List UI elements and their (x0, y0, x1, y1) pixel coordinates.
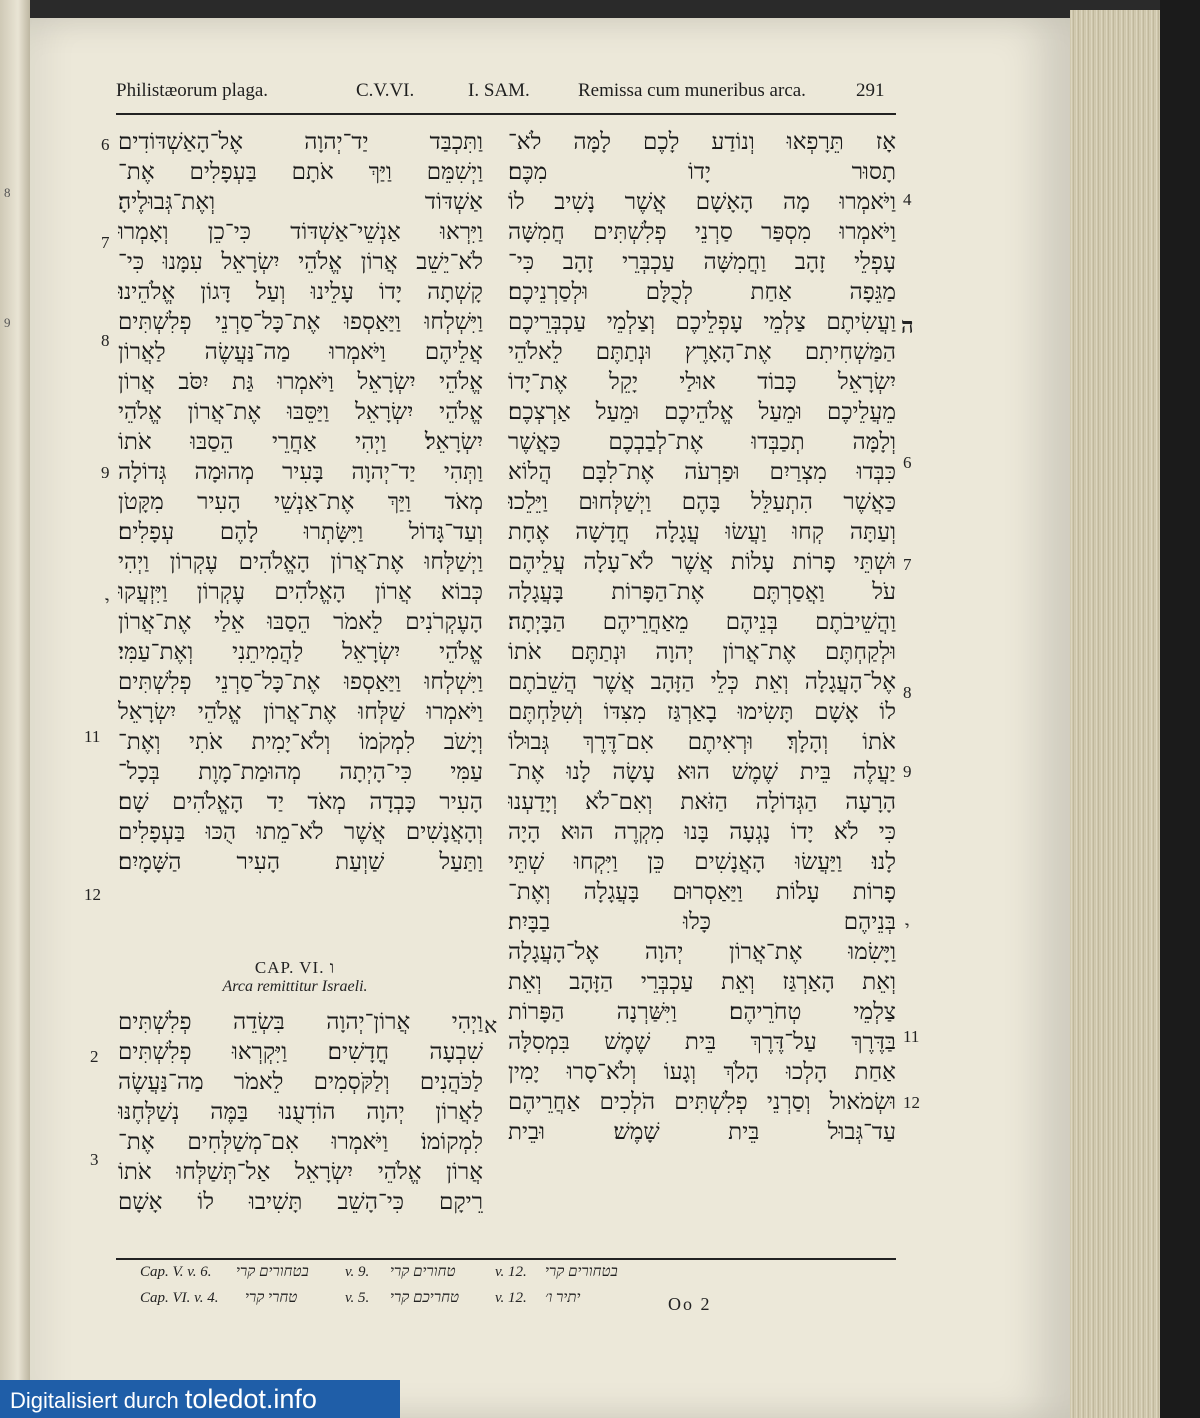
text-line: יִשְׂרָאֵל כָּבוֹד אוּלַי יָקֵל אֶת־יָדוֹ (508, 369, 896, 395)
footnote-ref: v. 5. (345, 1290, 370, 1306)
text-line: וּלְקַחְתֶּם אֶת־אֲרוֹן יְהוָה וּנְתַתֶּם אֹתוֹ (508, 639, 896, 665)
digitization-banner[interactable] (0, 1380, 400, 1418)
text-line: וַתִּכְבַּד יַד־יְהוָה אֶל־הָאַשְׁדּוֹדִים (118, 129, 483, 155)
text-line: מְאֹד וַיַּךְ אֶת־אַנְשֵׁי הָעִיר מִקָּטֹן (118, 489, 483, 515)
text-line: יִשְׂרָאֵל׃ וַיְהִי אַחֲרֵי הֵסַבּוּ אֹתוֹ (118, 429, 483, 455)
text-line: וַיִּשְׁלְחוּ וַיַּאַסְפוּ אֶת־כָּל־סַרְנֵי פְלִשְׁתִּים (118, 669, 483, 695)
chapter-hebrew-mark: ו (329, 958, 336, 977)
text-line: וַתַּעַל שַׁוְעַת הָעִיר הַשָּׁמָיִם׃ (118, 849, 483, 875)
text-line: שִׁבְעָה חֳדָשִׁים׃ וַיִּקְרְאוּ פְלִשְׁתִּים (118, 1039, 483, 1065)
book-cover (1160, 0, 1200, 1418)
text-line: אֲרוֹן אֱלֹהֵי יִשְׂרָאֵל אַל־תְּשַׁלְּחוּ אֹתוֹ (118, 1159, 483, 1185)
banner-text[interactable] (10, 1384, 317, 1415)
banner-site-link[interactable]: toledot.info (184, 1384, 317, 1414)
right-text-column (508, 127, 896, 1147)
footnote-ref: v. 12. (495, 1264, 527, 1280)
footnote-ref: v. 12. (495, 1290, 527, 1306)
footnote-text: בטחורים קרי (545, 1264, 618, 1280)
verse-number: 7 (903, 555, 912, 574)
verse-number: 6 (101, 135, 110, 154)
text-line: רֵיקָם כִּי־הָשֵׁב תָּשִׁיבוּ לוֹ אָשָׁם (118, 1189, 483, 1215)
text-line: עַמִּי כִּי־הָיְתָה מְהוּמַת־מָוֶת בְּכָל־ (118, 759, 483, 785)
chapter-subtitle: Arca remittitur Israeli. (222, 978, 368, 995)
chapter-heading (180, 958, 410, 978)
verse-number: י (105, 593, 110, 612)
text-line: עֹל וַאֲסַרְתֶּם אֶת־הַפָּרוֹת בָּעֲגָלָה (508, 579, 896, 605)
footnote-text: בטחורים קרי (236, 1264, 309, 1280)
text-line: וְיָשֹׁב לִמְקֹמוֹ וְלֹא־יָמִית אֹתִי וְאֶת־ (118, 729, 483, 755)
text-line: הָרָעָה הַגְּדוֹלָה הַזֹּאת וְאִם־לֹא וְיָדַעְנוּ (508, 789, 896, 815)
text-line: וַיָּשִׂמוּ אֶת־אֲרוֹן יְהוָה אֶל־הָעֲגָלָה (508, 939, 896, 965)
header-rule (116, 113, 896, 115)
text-line: מַגֵּפָה אַחַת לְכֻלָּם וּלְסַרְנֵיכֶם׃ (508, 279, 896, 305)
text-line: אַחַת הָלְכוּ הָלֹךְ וְגָעוֹ וְלֹא־סָרוּ יָמִין (508, 1059, 896, 1085)
text-line: וּשְׁתֵּי פָרוֹת עָלוֹת אֲשֶׁר לֹא־עָלָה עֲלֵיהֶם (508, 549, 896, 575)
footnote-text: טחרי קרי (245, 1290, 298, 1306)
text-line: וַיִּשְׁלְחוּ וַיַּאַסְפוּ אֶת־כָּל־סַרְנֵי פְלִשְׁתִּים (118, 309, 483, 335)
footnote-ref: v. 9. (345, 1264, 370, 1280)
left-text-column (118, 127, 483, 877)
text-line: אַשְׁדּוֹד וְאֶת־גְּבוּלֶיהָ׃ (118, 189, 483, 215)
text-line: וְעַד־גָּדוֹל וַיִּשָּׂתְרוּ לָהֶם עְפָלִים׃ (118, 519, 483, 545)
verse-number: 4 (903, 190, 912, 209)
text-line: אֹתוֹ וְהָלָךְ׃ וּרְאִיתֶם אִם־דֶּרֶךְ גְּבוּלוֹ (508, 729, 896, 755)
verse-number: 12 (84, 885, 101, 904)
text-line: פָרוֹת עָלוֹת וַיַּאַסְרוּם בָּעֲגָלָה וְאֶת־ (508, 879, 896, 905)
text-line: וַיְשַׁלְּחוּ אֶת־אֲרוֹן הָאֱלֹהִים עֶקְרוֹן וַיְהִי (118, 549, 483, 575)
verse-number: 8 (101, 331, 110, 350)
text-line: אֶל־הָעֲגָלָה וְאֵת כְּלֵי הַזָּהָב אֲשֶׁר הֲשֵׁבֹתֶם (508, 669, 896, 695)
text-line: וְעַתָּה קְחוּ וַעֲשׂוּ עֲגָלָה חֲדָשָׁה אֶחָת (508, 519, 896, 545)
footnote-text: טחורים קרי (390, 1264, 456, 1280)
verse-number: 9 (903, 762, 912, 781)
text-line: צַלְמֵי טְחֹרֵיהֶם׃ וַיִּשַּׁרְנָה הַפָּרוֹת (508, 999, 896, 1025)
facing-page-mark: 9 (4, 315, 11, 330)
text-line: וַיְשִׁמֵּם וַיַּךְ אֹתָם בַּעְפָלִים אֶת־ (118, 159, 483, 185)
verse-number: 11 (84, 727, 101, 746)
page-fore-edge (1070, 10, 1160, 1418)
text-line: תָסוּר יָדוֹ מִכֶּם׃ (508, 159, 896, 185)
text-line: יַעֲלֶה בֵּית שֶׁמֶשׁ הוּא עָשָׂה לָנוּ אֶת־ (508, 759, 896, 785)
text-line: עַד־גְּבוּל בֵּית שָׁמֶשׁ׃ וּבֵית (508, 1119, 896, 1145)
header-chapter: C.V.VI. (356, 80, 415, 101)
text-line: הַמַּשְׁחִיתִם אֶת־הָאָרֶץ וּנְתַתֶּם לֵאלֹהֵי (508, 339, 896, 365)
chapter-start-mark: א (484, 1013, 498, 1038)
text-line: וַיִּרְאוּ אַנְשֵׁי־אַשְׁדּוֹד כִּי־כֵן וְאָמְרוּ (118, 219, 483, 245)
left-text-column-lower (118, 1007, 483, 1217)
text-line: וַיְהִי אֲרוֹן־יְהוָה בִּשְׂדֵה פְלִשְׁתִּים (118, 1009, 483, 1035)
verse-number: 8 (903, 683, 912, 702)
text-line: הָעִיר כָּבְדָה מְאֹד יַד הָאֱלֹהִים שָׁם׃ (118, 789, 483, 815)
verse-number: 3 (90, 1150, 99, 1169)
header-book: I. SAM. (468, 80, 530, 101)
text-line: וְאֵת הָאַרְגַּז וְאֵת עַכְבְּרֵי הַזָּהָב וְאֵת (508, 969, 896, 995)
verse-number: 6 (903, 453, 912, 472)
footnote-rule (116, 1258, 896, 1260)
signature-mark: Oo 2 (668, 1294, 712, 1314)
verse-number: 2 (90, 1047, 99, 1066)
text-line: כַּאֲשֶׁר הִתְעַלֵּל בָּהֶם וַיְשַׁלְּחוּם וַיֵּלֵכוּ׃ (508, 489, 896, 515)
text-line: הָעֶקְרֹנִים לֵאמֹר הֵסַבּוּ אֵלַי אֶת־אֲרוֹן (118, 609, 483, 635)
footnote-ref: Cap. VI. v. 4. (140, 1290, 219, 1306)
running-header (116, 80, 896, 110)
verse-number: 9 (101, 463, 110, 482)
verse-number: 11 (903, 1027, 920, 1046)
text-line: וַעֲשִׂיתֶם צַלְמֵי עָפְלֵיכֶם וְצַלְמֵי עַכְבְּרֵיכֶם (508, 309, 896, 335)
text-line: בְּנֵיהֶם כָּלוּ בַבָּיִת׃ (508, 909, 896, 935)
text-line: קָשְׁתָה יָדוֹ עָלֵינוּ וְעַל דָּגוֹן אֱלֹהֵינוּ׃ (118, 279, 483, 305)
header-left-title: Philistæorum plaga. (116, 80, 268, 101)
facing-page-mark: 8 (4, 185, 11, 200)
text-line: לוֹ אָשָׁם תָּשִׂימוּ בָאַרְגַּז מִצִּדּוֹ וְשִׁלַּחְתֶּם (508, 699, 896, 725)
page-number: 291 (856, 80, 885, 101)
text-line: וַהֲשֵׁיבֹתֶם בְּנֵיהֶם מֵאַחֲרֵיהֶם הַבָּיְתָה׃ (508, 609, 896, 635)
verse-number: 12 (903, 1093, 920, 1112)
text-line: אָז תֵּרָפְאוּ וְנוֹדַע לָכֶם לָמָּה לֹא־ (508, 129, 896, 155)
text-line: לֹא־יֵשֵׁב אֲרוֹן אֱלֹהֵי יִשְׂרָאֵל עִמָּנוּ כִּי־ (118, 249, 483, 275)
text-line: אֱלֹהֵי יִשְׂרָאֵל וַיֹּאמְרוּ גַּת יִסֹּב אֲרוֹן (118, 369, 483, 395)
footnote-ref: Cap. V. v. 6. (140, 1264, 212, 1280)
chapter-title: CAP. VI. (254, 958, 325, 977)
text-line: וַיֹּאמְרוּ שַׁלְּחוּ אֶת־אֲרוֹן אֱלֹהֵי יִשְׂרָאֵל (118, 699, 483, 725)
text-line: וַיֹּאמְרוּ מִסְפַּר סַרְנֵי פְלִשְׁתִּים חֲמִשָּׁה (508, 219, 896, 245)
text-line: כְּבוֹא אֲרוֹן הָאֱלֹהִים עֶקְרוֹן וַיִּזְעֲקוּ (118, 579, 483, 605)
verse-number: 7 (101, 233, 110, 252)
text-line: בַּדֶּרֶךְ עַל־דֶּרֶךְ בֵּית שֶׁמֶשׁ בִּמְסִלָּה (508, 1029, 896, 1055)
text-line: כִּי לֹא יָדוֹ נָגְעָה בָּנוּ מִקְרֶה הוּא הָיָה (508, 819, 896, 845)
text-line: וּשְׂמֹאול וְסַרְנֵי פְלִשְׁתִּים הֹלְכִים אַחֲרֵיהֶם (508, 1089, 896, 1115)
header-right-title: Remissa cum muneribus arca. (578, 80, 806, 101)
text-line: עָפְלֵי זָהָב וַחֲמִשָּׁה עַכְבְּרֵי זָהָב כִּי־ (508, 249, 896, 275)
text-line: לָנוּ׃ וַיַּעֲשׂוּ הָאֲנָשִׁים כֵּן וַיִּקְחוּ שְׁתֵּי (508, 849, 896, 875)
text-line: אֱלֹהֵי יִשְׂרָאֵל וַיַּסֵּבּוּ אֶת־אֲרוֹן אֱלֹהֵי (118, 399, 483, 425)
footnote-text: יתיר ו׳ (545, 1290, 581, 1306)
text-line: וְהָאֲנָשִׁים אֲשֶׁר לֹא־מֵתוּ הֻכּוּ בַּעְפָלִים (118, 819, 483, 845)
text-line: אֲלֵיהֶם וַיֹּאמְרוּ מַה־נַּעֲשֶׂה לַאֲרוֹן (118, 339, 483, 365)
text-line: וַיֹּאמְרוּ מָה הָאָשָׁם אֲשֶׁר נָשִׁיב לוֹ (508, 189, 896, 215)
verse-number: י (905, 918, 910, 937)
text-line: לַכֹּהֲנִים וְלַקֹּסְמִים לֵאמֹר מַה־נַּעֲשֶׂה (118, 1069, 483, 1095)
text-line: לַאֲרוֹן יְהוָה הוֹדִעֻנוּ בַּמֶּה נְשַׁלְּחֶנּוּ (118, 1099, 483, 1125)
text-line: מֵעֲלֵיכֶם וּמֵעַל אֱלֹהֵיכֶם וּמֵעַל אַרְצְכֶם׃ (508, 399, 896, 425)
text-line: אֱלֹהֵי יִשְׂרָאֵל לַהֲמִיתֵנִי וְאֶת־עַמִּי׃ (118, 639, 483, 665)
text-line: לִמְקוֹמוֹ׃ וַיֹּאמְרוּ אִם־מְשַׁלְּחִים אֶת־ (118, 1129, 483, 1155)
footnote-text: טחריכם קרי (390, 1290, 460, 1306)
text-line: וַתְּהִי יַד־יְהוָה בָּעִיר מְהוּמָה גְּדוֹלָה (118, 459, 483, 485)
verse-number: ה (901, 313, 914, 338)
text-line: כִּבְּדוּ מִצְרַיִם וּפַרְעֹה אֶת־לִבָּם הֲלוֹא (508, 459, 896, 485)
text-line: וְלָמָּה תְכַבְּדוּ אֶת־לְבַבְכֶם כַּאֲשֶׁר (508, 429, 896, 455)
banner-prefix: Digitalisiert durch (10, 1388, 185, 1413)
facing-page-edge (0, 0, 30, 1418)
